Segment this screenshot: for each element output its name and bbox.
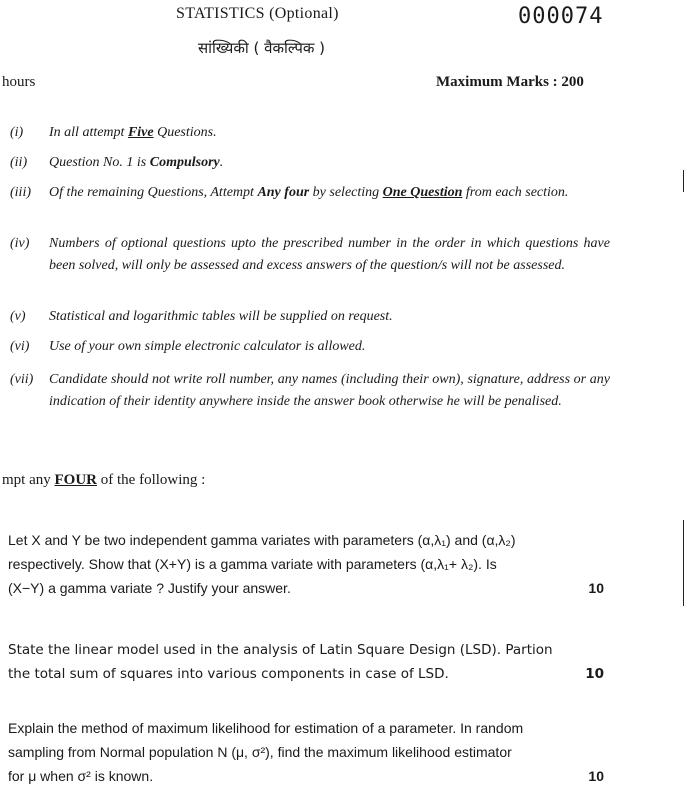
instruction-bold: Any four	[257, 185, 310, 200]
instruction-number: (iv)	[10, 236, 30, 251]
question-item	[8, 716, 604, 788]
instruction-bold: Compulsory	[149, 155, 220, 170]
instruction-number: (ii)	[10, 155, 28, 170]
question-marks: 10	[585, 666, 604, 682]
instruction-item	[10, 306, 610, 328]
instruction-text-rest: .	[219, 155, 224, 170]
instruction-number: (iii)	[10, 185, 31, 200]
question-item	[8, 638, 604, 686]
instruction-item	[10, 336, 610, 358]
time-allowed: hours	[2, 74, 36, 90]
instruction-text: Question No. 1 is	[49, 155, 150, 170]
question-line: (X−Y) a gamma variate ? Justify your answer.	[8, 580, 291, 596]
attempt-suffix: of the following :	[97, 472, 206, 488]
instruction-text: Use of your own simple electronic calculator is allowed.	[49, 339, 366, 354]
instruction-text-rest: from each section.	[462, 185, 569, 200]
instruction-text-rest: Questions.	[153, 125, 217, 140]
instruction-text: Candidate should not write roll number, any names (including their own), signature, address or any indication of their identity anywhere inside the answer book otherwise he will be penalised.	[49, 372, 610, 409]
question-line: the total sum of squares into various components in case of LSD.	[8, 666, 449, 682]
instruction-item	[10, 122, 610, 144]
maximum-marks: Maximum Marks : 200	[436, 74, 584, 90]
instruction-item	[10, 152, 610, 174]
question-line: Let X and Y be two independent gamma variates with parameters (α,λ₁) and (α,λ₂)	[8, 532, 516, 548]
instruction-number: (v)	[10, 309, 26, 324]
instruction-item	[10, 233, 610, 277]
paper-title-hindi: सांख्यिकी ( वैकल्पिक )	[198, 39, 326, 57]
instruction-item	[10, 369, 610, 413]
attempt-count: FOUR	[54, 472, 97, 488]
paper-title: STATISTICS (Optional)	[176, 5, 339, 22]
instruction-text-mid: by selecting	[309, 185, 383, 200]
question-marks: 10	[588, 768, 604, 784]
instruction-text: Numbers of optional questions upto the prescribed number in the order in which questions have been solved, will only be assessed and excess answers of the question/s will not be assessed.	[49, 236, 610, 273]
attempt-prefix: mpt any	[2, 472, 55, 488]
question-line: respectively. Show that (X+Y) is a gamma variate with parameters (α,λ₁+ λ₂). Is	[8, 556, 497, 572]
instruction-text: Statistical and logarithmic tables will be supplied on request.	[49, 309, 393, 324]
margin-rule	[683, 170, 684, 192]
question-line: sampling from Normal population N (μ, σ²), find the maximum likelihood estimator	[8, 744, 512, 760]
question-line: State the linear model used in the analysis of Latin Square Design (LSD). Partion	[8, 642, 553, 658]
question-line: for μ when σ² is known.	[8, 768, 154, 784]
attempt-instruction	[2, 472, 205, 489]
instruction-number: (vi)	[10, 339, 30, 354]
instruction-text: Of the remaining Questions, Attempt	[49, 185, 258, 200]
question-marks: 10	[588, 580, 604, 596]
instruction-number: (vii)	[10, 372, 34, 387]
margin-rule	[683, 520, 684, 606]
question-item	[8, 528, 604, 600]
instruction-text: In all attempt	[49, 125, 128, 140]
instruction-emphasis: Five	[127, 125, 154, 140]
instruction-number: (i)	[10, 125, 24, 140]
paper-code: 000074	[518, 4, 604, 29]
question-line: Explain the method of maximum likelihood for estimation of a parameter. In random	[8, 720, 524, 736]
instruction-item	[10, 182, 610, 204]
instruction-emphasis: One Question	[382, 185, 463, 200]
